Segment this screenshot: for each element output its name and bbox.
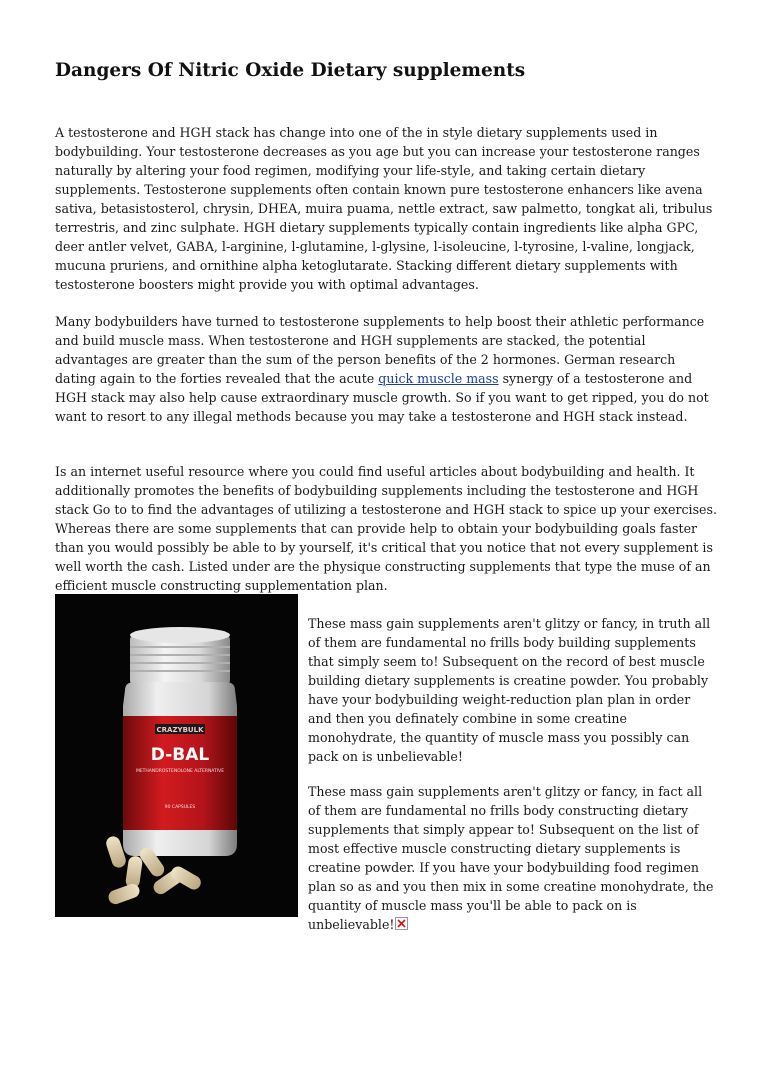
bottle-label (123, 716, 237, 830)
paragraph-1: A testosterone and HGH stack has change into one of the in style dietary supplements used in bodybuilding. Your testosterone decreases as you age but you can increase your testosterone ranges naturally by altering your food regimen, modifying your life-style, and taking certain dietary supplements. Testosterone supplements often contain known pure testosterone enhancers like avena sativa, betasistosterol, chrysin, DHEA, muira puama, nettle extract, saw palmetto, tongkat ali, tribulus terrestris, and zinc sulphate. HGH dietary supplements typically contain ingredients like alpha GPC, deer antler velvet, GABA, l-arginine, l-glutamine, l-glysine, l-isoleucine, l-tyrosine, l-valine, longjack, mucuna pruriens, and ornithine alpha ketoglutarate. Stacking different dietary supplements with testosterone boosters might provide you with optimal advantages. (55, 125, 713, 292)
bottle-brand: CRAZYBULK (156, 726, 204, 734)
side-paragraph-2 (308, 782, 716, 934)
side-paragraph-2-text: These mass gain supplements aren't glitzy or fancy, in fact all of them are fundamental no frills body constructing dietary supplements that simply appear to! Subsequent on the list of most effective muscle constructing dietary supplements is creatine powder. If you have your bodybuilding food regimen plan so as and you then mix in some creatine monohydrate, the quantity of muscle mass you'll be able to pack on is unbelievable! (308, 784, 714, 932)
bottle-product-name: D-BAL (150, 745, 210, 765)
side-paragraph-1: These mass gain supplements aren't glitzy or fancy, in truth all of them are fundamental no frills body building supplements that simply seem to! Subsequent on the record of best muscle building dietary supplements is creatine powder. You probably have your bodybuilding weight-reduction plan plan in order and then you definately combine in some creatine monohydrate, the quantity of muscle mass you possibly can pack on is unbelievable! (308, 616, 711, 764)
bottle-capsule-count: 90 CAPSULES (164, 805, 196, 810)
supplement-bottle-illustration (55, 594, 298, 917)
bottle-cap (130, 627, 230, 686)
broken-image-icon (395, 917, 408, 930)
paragraph-3: Is an internet useful resource where you could find useful articles about bodybuilding and health. It additionally promotes the benefits of bodybuilding supplements including the testosterone and HGH stack Go to to find the advantages of utilizing a testosterone and HGH stack to spice up your exercises. Whereas there are some supplements that can provide help to obtain your bodybuilding goals faster than you would possibly be able to by yourself, it's critical that you notice that not every supplement is well worth the cash. Listed under are the physique constructing supplements that type the muse of an efficient muscle constructing supplementation plan. (55, 464, 717, 593)
paragraph-2-text-after: synergy of a testosterone and HGH stack may also help cause extraordinary muscle growth. So if you want to get ripped, you do not want to resort to any illegal methods because you may take a testosterone and HGH stack instead. (55, 371, 709, 424)
paragraph-2 (55, 312, 717, 426)
quick-muscle-mass-link[interactable]: quick muscle mass (378, 371, 499, 386)
supplement-bottle-photo (55, 594, 298, 917)
bottle-tagline: METHANDROSTENOLONE ALTERNATIVE (135, 769, 225, 774)
page-title: Dangers Of Nitric Oxide Dietary supplements (55, 60, 526, 81)
paragraph-2-text-before: Many bodybuilders have turned to testosterone supplements to help boost their athletic performance and build muscle mass. When testosterone and HGH supplements are stacked, the potential advantages are greater than the sum of the person benefits of the 2 hormones. German research dating again to the forties revealed that the acute (55, 314, 705, 386)
